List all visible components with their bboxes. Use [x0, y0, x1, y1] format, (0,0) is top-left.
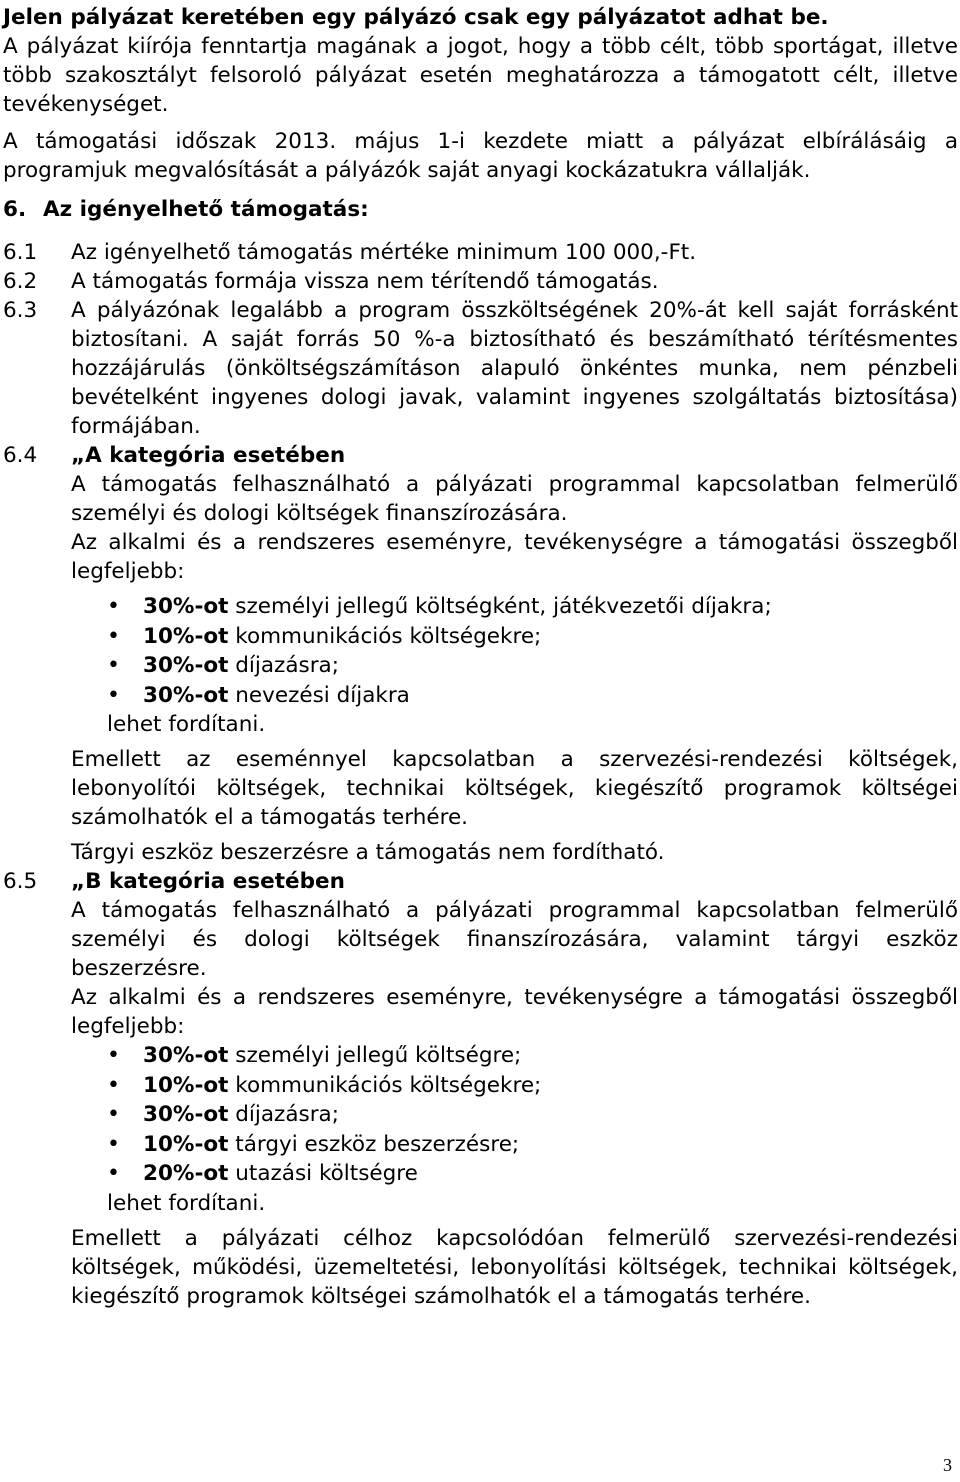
item-6-1 — [3, 238, 958, 267]
bullet-dot-icon: • — [107, 1102, 120, 1127]
category-a-after-bullets: lehet fordítani. — [107, 712, 266, 737]
category-a-bullet-list — [71, 592, 958, 710]
category-b-after-bullets: lehet fordítani. — [107, 1190, 266, 1216]
category-b-bullet-list — [71, 1041, 958, 1189]
item-6-3 — [3, 296, 958, 441]
item-6-2 — [3, 267, 958, 296]
section-number: 6. — [3, 197, 27, 222]
category-b-paragraph-1: A támogatás felhasználható a pályázati programmal kapcsolatban felmerülő személyi és dologi költségek finanszírozására, valamint tárgyi eszköz beszerzésre. — [71, 898, 958, 981]
bullet-dot-icon: • — [107, 1043, 120, 1068]
bullet-dot-icon: • — [107, 1161, 120, 1186]
bullet-dot-icon: • — [107, 1072, 120, 1098]
intro-paragraph-1: A pályázat kiírója fenntartja magának a jogot, hogy a több célt, több sportágat, illetve több szakosztályt felsoroló pályázat esetén meghatározza a támogatott célt, illetve tevékenységet. — [3, 34, 958, 117]
document-page — [3, 0, 958, 1311]
list-item: • 30%-ot személyi jellegű költségként, játékvezetői díjakra; — [71, 592, 958, 622]
category-a-paragraph-4: Tárgyi eszköz beszerzésre a támogatás nem fordítható. — [71, 840, 665, 865]
bullet-dot-icon: • — [107, 594, 120, 619]
list-item: • 10%-ot tárgyi eszköz beszerzésre; — [71, 1130, 958, 1160]
category-b-paragraph-2: Az alkalmi és a rendszeres eseményre, tevékenységre a támogatási összegből legfeljebb: — [71, 985, 958, 1039]
list-item: • 30%-ot személyi jellegű költségre; — [71, 1041, 958, 1071]
list-item: • 30%-ot nevezési díjakra — [71, 681, 958, 711]
item-number: 6.1 — [3, 240, 38, 265]
section-6-heading — [3, 195, 958, 224]
item-6-4 — [3, 441, 958, 867]
list-item: • 10%-ot kommunikációs költségekre; — [71, 622, 958, 652]
bullet-dot-icon: • — [107, 623, 120, 649]
category-b-title: „B kategória esetében — [71, 869, 345, 894]
item-number: 6.2 — [3, 269, 38, 294]
item-text: A támogatás formája vissza nem térítendő támogatás. — [71, 269, 659, 294]
item-number: 6.5 — [3, 869, 38, 894]
category-a-paragraph-1: A támogatás felhasználható a pályázati programmal kapcsolatban felmerülő személyi és dologi költségek finanszírozására. — [71, 472, 958, 526]
list-item: • 30%-ot díjazásra; — [71, 651, 958, 681]
list-item: • 10%-ot kommunikációs költségekre; — [71, 1071, 958, 1101]
category-a-title: „A kategória esetében — [71, 443, 346, 468]
page-number: 3 — [943, 1455, 952, 1475]
item-number: 6.4 — [3, 443, 38, 468]
bullet-dot-icon: • — [107, 1131, 120, 1157]
list-item: • 30%-ot díjazásra; — [71, 1100, 958, 1130]
section-6-items — [3, 238, 958, 1311]
category-a-paragraph-2: Az alkalmi és a rendszeres eseményre, tevékenységre a támogatási összegből legfeljebb: — [71, 530, 958, 584]
item-text: Az igényelhető támogatás mértéke minimum 100 000,-Ft. — [71, 240, 697, 265]
category-b-paragraph-3: Emellett a pályázati célhoz kapcsolódóan felmerülő szervezési-rendezési költségek, működési, üzemeltetési, lebonyolítási költségek, technikai költségek, kiegészítő programok költségei számolhatók el a támogatás terhére. — [71, 1225, 958, 1309]
item-text: A pályázónak legalább a program összköltségének 20%-át kell saját forrásként biztosítani. A saját forrás 50 %-a biztosítható és beszámítható térítésmentes hozzájárulás (önköltségszámításon alapuló önkéntes munka, nem pénzbeli bevételként ingyenes dologi javak, valamint ingyenes szolgáltatás biztosítása) formájában. — [71, 298, 958, 439]
bullet-dot-icon: • — [107, 682, 120, 708]
item-6-5 — [3, 867, 958, 1311]
intro-bold-line: Jelen pályázat keretében egy pályázó csak egy pályázatot adhat be. — [3, 5, 829, 30]
category-a-paragraph-3: Emellett az eseménnyel kapcsolatban a szervezési-rendezési költségek, lebonyolítói költségek, technikai költségek, kiegészítő programok költségei számolhatók el a támogatás terhére. — [71, 747, 958, 830]
section-title: Az igényelhető támogatás: — [43, 197, 369, 222]
bullet-dot-icon: • — [107, 653, 120, 678]
item-number: 6.3 — [3, 298, 38, 323]
list-item: • 20%-ot utazási költségre — [71, 1159, 958, 1189]
intro-paragraph-2: A támogatási időszak 2013. május 1-i kezdete miatt a pályázat elbírálásáig a programjuk megvalósítását a pályázók saját anyagi kockázatukra vállalják. — [3, 129, 958, 183]
